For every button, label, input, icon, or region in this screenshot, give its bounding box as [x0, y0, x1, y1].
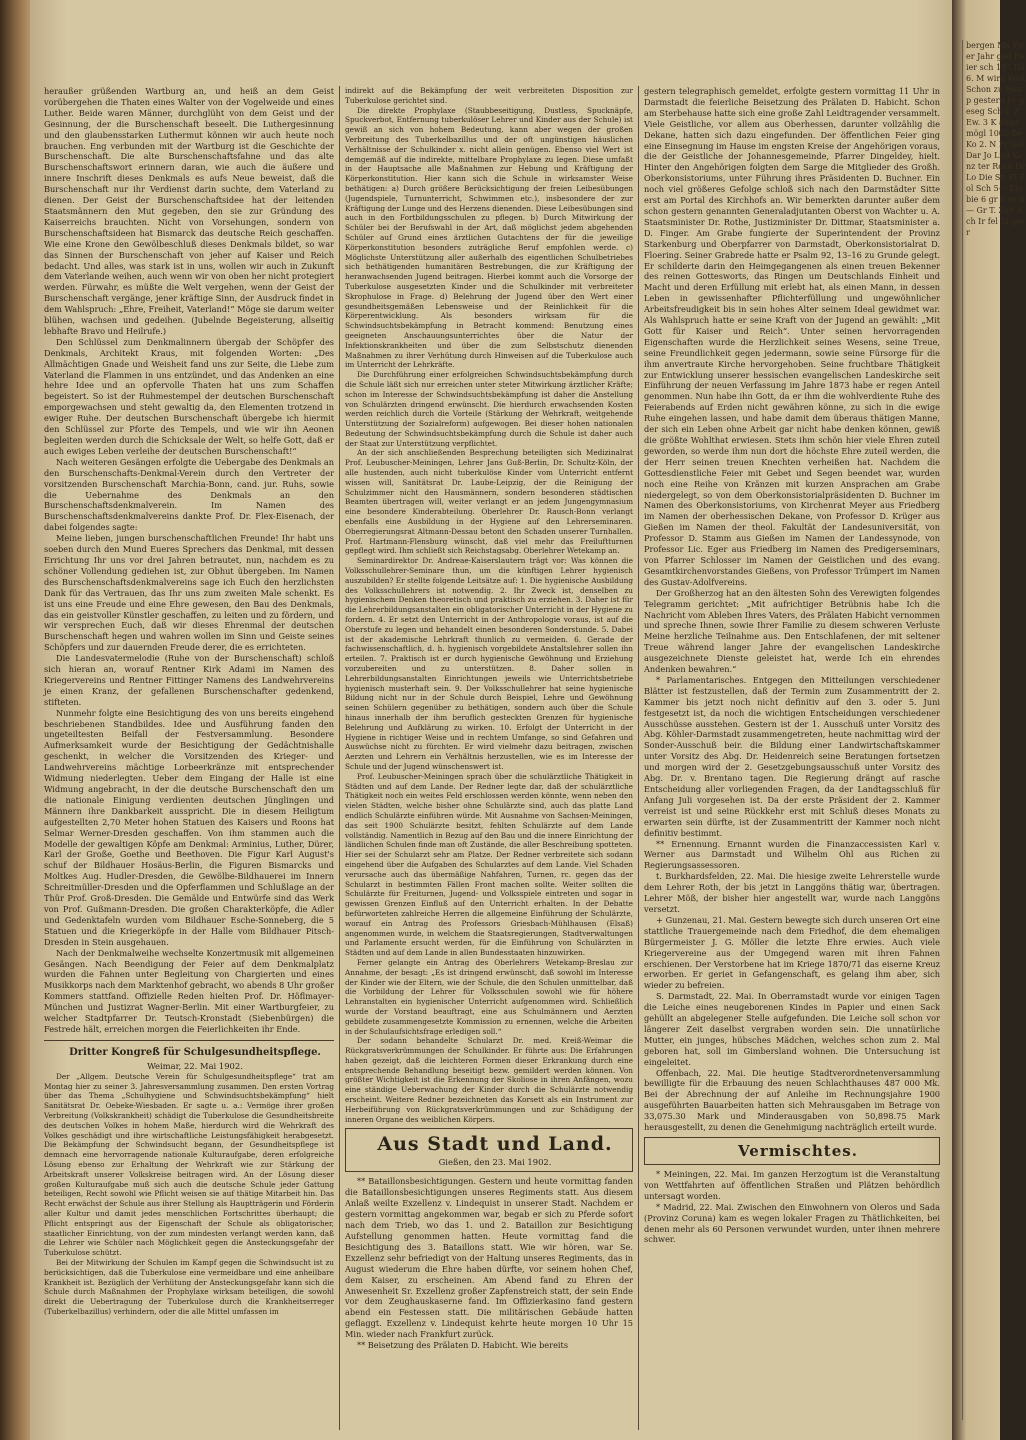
small-print-block [44, 1072, 334, 1317]
small-print-block [345, 86, 633, 1124]
column-3 [644, 86, 940, 1430]
paragraph: ** Ernennung. Ernannt wurden die Finanzaccessisten Karl v. Werner aus Darmstadt und Wilhelm Ohl aus Richen zu Regierungsassessoren. [644, 838, 940, 871]
paragraph: heraußer grüßenden Wartburg an, und heiß an dem Geist vorübergehen die Thaten eines Walter von der Vogelweide und eines Luther. Beide waren Männer, durchglüht von dem Geist und der Gesinnung, der die Burschenschaft beseelt. Die Luthergesinnung und den glaubensstarken Luthermut können wir auch heute noch brauchen. Eng verbunden mit der Wartburg ist die Geschichte der Burschenschaft. Die alte Burschenschaftsfahne und das alte Burschenschaftswort erinnern daran, wie auch die äußere und innere Inschrift dieses Denkmals es aufs Neue beweist, daß die Burschenschaft nur ihr Verdienst darin suchte, dem Vaterland zu dienen. Der Geist der Burschenschaftsidee hat der leitenden Staatsmännern den Mut gegeben, den sie zur Gründung des Kaiserreichs brauchten. Nicht von Vorsehungen, sondern von Burschenschaftsideen hat Bismarck das deutsche Reich geschaffen. Wie eine Krone den Gewölbeschluß dieses Denkmals bildet, so war das Sinnen der Burschenschaft von jeher auf Kaiser und Reich bedacht. Und alles, was stark ist in uns, wollen wir auch in Zukunft dem Vaterlande weihen, auch wenn wir von oben her nicht protegiert werden. Fürwahr, es müßte die Welt vergehen, wenn der Geist der Burschenschaft vergänge, jener kräftige Sinn, der Ausdruck findet in dem Wahlspruch: „Ehre, Freiheit, Vaterland!“ Möge sie darum weiter blühen, wachsen und gedeihen. (Jubelnde Begeisterung, allseitig lebhafte Bravo und Heilrufe.) [44, 86, 334, 336]
column-rule-1 [339, 86, 340, 1430]
column-rule-2 [638, 86, 639, 1430]
dateline: Gießen, den 23. Mai 1902. [438, 1157, 552, 1168]
paragraph: ** Bataillonsbesichtigungen. Gestern und heute vormittag fanden die Bataillonsbesichtigungen unseres Regiments statt. Aus diesem Anlaß weilte Exzellenz v. Lindequist in unserer Stadt. Nachdem er gestern vormittag angekommen war, begab er sich zu Pferde sofort nach dem Trieb, wo das 1. und 2. Bataillon zur Besichtigung Aufstellung genommen hatten. Heute vormittag fand die Besichtigung des 3. Bataillons statt. Wie wir hören, war Se. Exzellenz sehr befriedigt von der Haltung unseres Regiments, das in August wiederum die Ehre haben dürfte, vor seinem hohen Chef, dem Kaiser, zu erscheinen. Am Abend fand zu Ehren der Anwesenheit Sr. Exzellenz großer Zapfenstreich statt, der sein Ende vor dem Zeughauskaserne fand. Im Offizierkasino fand gestern abend ein Festessen statt. Die militärischen Gebäude hatten geflaggt. Exzellenz v. Lindequist kehrte heute morgen 10 Uhr 15 Min. wieder nach Frankfurt zurück. [345, 1176, 633, 1340]
dateline: Weimar, 22. Mai 1902. [147, 1060, 243, 1071]
section-frame [644, 1137, 940, 1165]
paragraph: t. Burkhardsfelden, 22. Mai. Die hiesige zweite Lehrerstelle wurde dem Lehrer Roth, der bis jetzt in Langgöns thätig war, übertragen. Lehrer Möß, der bisher hier angestellt war, wurde nach Langgöns versetzt. [644, 871, 940, 914]
paragraph: Der sodann behandelte Schularzt Dr. med. Kreiß-Weimar die Rückgratsverkrümmungen der Schulkinder. Er führte aus: Die Erfahrungen haben gezeigt, daß die leichteren Formen dieser Erkrankung durch eine entsprechende Behandlung beseitigt bezw. gemildert werden können. Von größter Wichtigkeit ist die Erkennung der Skoliose in ihren Anfängen, wozu eine ständige Ueberwachung der Kinder durch die Schulärzte notwendig erscheint. Weitere Redner bezeichneten das Korsett als ein Instrument zur Herbeiführung von Rückgratsverkrümmungen und zur Schädigung der inneren Organe des weiblichen Körpers. [345, 1036, 633, 1124]
paragraph: Der „Allgem. Deutsche Verein für Schulgesundheitspflege“ trat am Montag hier zu seiner 3. Jahresversammlung zusammen. Den ersten Vortrag über das Thema „Schulhygiene und Schwindsuchtsbekämpfung“ hielt Sanitätsrat Dr. Oebeke-Wiesbaden. Er sagte u. a.: Vermöge ihrer großen Verbreitung (Volkskrankheit) schädigt die Tuberkulose die Gesundheitsbreite des deutschen Volkes in hohem Maße, hierdurch wird die Wehrkraft des Volkes geschädigt und ihre wirtschaftliche Leistungsfähigkeit herabgesetzt. Die Bekämpfung der Schwindsucht begann, der Gesundheitspflege ist demnach eine hervorragende nationale Kulturaufgabe, deren erfolgreiche Lösung ebenso zur Erhaltung der Wehrkraft wie zur Stärkung der Arbeitskraft unserer Volkskreise beitragen wird. An der Lösung dieser großen Kulturaufgabe muß sich auch die deutsche Schule jeder Gattung beteiligen, Recht sowohl wie Pflicht weisen sie auf thätige Mitarbeit hin. Das Recht erwächst der Schule aus ihrer Stellung als Hauptträgerin und Förderin aller Kultur und damit jedes menschlichen Fortschrittes überhaupt; die Pflicht entspringt aus der Eigenschaft der Schule als obligatorischer, staatlicher Einrichtung, von der zum mindesten verlangt werden kann, daß die Lehrer wie Schüler nach Möglichkeit gegen die Ansteckungsgefahr der Tuberkulose schützt. [44, 1071, 334, 1258]
paragraph: Ferner gelangte ein Antrag des Oberlehrers Wetekamp-Breslau zur Annahme, der besagt: „Es ist dringend erwünscht, daß sowohl im Interesse der Kinder wie der Eltern, wie der Schule, die den Schulen unmittelbar, daß die Vorbildung der Lehrer für Volksschulen sowohl wie für höhere Lehranstalten ein hygienischer Unterricht aufgenommen wird. Schließlich wurde der Vorstand beauftragt, eine aus Schulmännern und Aerzten gebildete zusammengesetzte Kommission zu ernennen, welche die Arbeiten in der Schulaufsichtsfrage erledigen soll.“ [345, 957, 633, 1036]
paragraph: indirekt auf die Bekämpfung der weit verbreiteten Disposition zur Tuberkulose gerichtet sind. [345, 86, 633, 105]
section-title-vermischtes: Vermischtes. [738, 1142, 858, 1160]
paragraph: S. Darmstadt, 22. Mai. In Oberramstadt wurde vor einigen Tagen die Leiche eines neugeborenen Kindes in Papier und einen Sack gehüllt an abgelegener Stelle aufgefunden. Die Leiche soll schon vor längerer Zeit daselbst vergraben worden sein. Die unnatürliche Mutter, ein junges, hübsches Mädchen, welches schon zum 2. Mal geboren hat, soll im Gimbersland wohnen. Die Untersuchung ist eingeleitet. [644, 991, 940, 1067]
paragraph: Die direkte Prophylaxe (Staubbeseitigung, Dustless, Spucknäpfe, Spuckverbot, Entfernung tuberkulöser Lehrer und Kinder aus der Schule) ist gewiß an sich von hohem Bedeutung, kann aber wegen der großen Verbreitung des Tuberkelbazillus und der oft ungünstigen häuslichen Verhältnisse der Schulkinder x. nicht allein genügen. Ebenso viel Wert ist demgemäß auf die indirekte, mittelbare Prophylaxe zu legen. Diese umfaßt in der Hauptsache alle Maßnahmen zur Hebung und Kräftigung der Körperkonstitution. Hier kann sich die Schule in wirksamster Weise bethätigen: a) Durch größere Berücksichtigung der freien Leibesübungen (Jugendspiele, Turnunterricht, Schwimmen etc.), insbesondere der zur Kräftigung der Lunge und des Herzens dienenden. Diese Leibesübungen sind auch in den Fortbildungsschulen zu pflegen. b) Durch Mitwirkung der Schüler bei der Berufswahl in der Art, daß möglichst jedem abgehenden Schüler auf Grund eines ärztlichen Gutachtens der für die jeweilige Körperkonstitution besonders zuträgliche Beruf empfohlen werde. c) Möglichste Unterstützung aller außerhalb des eigentlichen Schulbetriebes sich bethätigenden humanitären Bestrebungen, die zur Kräftigung der heranwachsenden Jugend beitragen. Hierbei kommt auch die Vorsorge der Tuberkulose ausgesetzten Kinder und die Schulkinder mit verbreiteter Skrophulose in Frage. d) Belehrung der Jugend über den Wert einer gesundheitsgemäßen Lebensweise und der Reinlichkeit für die Körperentwicklung. Als besonders wirksam für die Schwindsuchtsbekämpfung in Betracht kommend: Benutzung eines geeigneten Anschauungsunterrichtes über die Natur der Infektionskrankheiten und über die zum Selbstschutz dienenden Maßnahmen zu ihrer Verhütung durch Hinweisen auf die Tuberkulose auch im Unterricht der Lehrkräfte. [345, 105, 633, 370]
paragraph: Nunmehr folgte eine Besichtigung des von uns bereits eingehend beschriebenen Standbildes. Idee und Ausführung fanden den ungeteiltesten Beifall der Festversammlung. Besondere Aufmerksamkeit wurde der Besichtigung der Gedächtnishalle geschenkt, in welcher die Vorsitzenden des Krieger- und Landwehrvereins mächtige Lorbeerkränze mit entsprechender Widmung niederlegten. Ueber dem Eingang der Halle ist eine Widmung angebracht, in der die deutsche Burschenschaft den um die nationale Einigung verdienten deutschen Jünglingen und Männern ihre Dankbarkeit ausspricht. Die in diesem Heiligtum aufgestellten 2,70 Meter hohen Statuen des Kaisers und Roons hat Selmar Werner-Dresden geschaffen. Von ihm stammen auch die Modelle der gewaltigen Köpfe am Denkmal: Arminius, Luther, Dürer, Karl der Große, Goethe und Beethoven. Die Figur Karl August's schuf der Bildhauer Hosäus-Berlin, die Figuren Bismarcks und Moltkes Aug. Hudler-Dresden, die Gewölbe-Bildhauerei im Innern Schreitmüller-Dresden und die Opferflammen und Schlußlage an der Thür Prof. Groß-Dresden. Die Gemälde und Entwürfe sind das Werk von Prof. Gußmann-Dresden. Die großen Charakterköpfe, die Adler und Gedenktafeln wurden vom Bildhauer Esche-Sonneberg, die 5 Statuen und die Kriegerköpfe in der Halle vom Bildhauer Pitsch-Dresden in Stein ausgehauen. [44, 707, 334, 947]
paragraph: Meine lieben, jungen burschenschaftlichen Freunde! Ihr habt uns soeben durch den Mund Eueres Sprechers das Denkmal, mit dessen Errichtung Ihr uns vor drei Jahren betrautet, nun, nachdem es zu schöner Vollendung gediehen ist, zur Obhut übergeben. Im Namen des Burschenschaftsdenkmalvereins sage ich Euch den herzlichsten Dank für das Vertrauen, das Ihr uns zum zweiten Male schenkt. Es ist uns eine Freude und eine Ehre gewesen, den Bau des Denkmals, das ein geistvoller Künstler geschaffen, zu leiten und zu fördern, und wir versprechen Euch, daß wir dieses Ehrenmal der deutschen Burschenschaft hegen und wahren wollen im Sinn und Geiste seines Schöpfers und zur dauernden Freude derer, die es errichteten. [44, 533, 334, 653]
section-frame [345, 1128, 633, 1172]
paragraph: Nach weiteren Gesängen erfolgte die Uebergabe des Denkmals an den Burschenschafts-Denkmal-Verein durch den Vertreter der vorsitzenden Burschenschaft Marchia-Bonn, cand. jur. Ruhs, sowie die Uebernahme des Denkmals an den Burschenschaftsdenkmalverein. Im Namen des Burschenschaftsdenkmalvereins dankte Prof. Dr. Flex-Eisenach, der dabei folgendes sagte: [44, 456, 334, 533]
book-gutter [0, 0, 30, 1440]
paragraph: + Gunzenau, 21. Mai. Gestern bewegte sich durch unseren Ort eine stattliche Trauergemeinde nach dem Friedhof, die dem ehemaligen Bürgermeister J. G. Möller die letzte Ehre erwies. Auch viele Kriegervereine aus der Umgegend waren mit ihren Fahnen erschienen. Der Verstorbene hat im Kriege 1870/71 das eiserne Kreuz erworben. Er geriet in Gefangenschaft, es gelang ihm aber, sich wieder zu befreien. [644, 914, 940, 991]
next-page-text-fragment: bergen Ma Feier Jahr glei Feier sch 187 Da 6. M wird Kost Schon zu Haup gestern Fr geseg Sch v. 2 Ew. 3 K ange mögl 1000 Be Ko 2. N Fr Gel Dar Jo Lud Konz ter Roch Dr Lo Die St. Fi Zol Sch 5— Ein bie 6 gr 6 se 4— Gr T. Zeit lich Ir fel Si gerr [962, 40, 1026, 1420]
section-title-kongress: Dritter Kongreß für Schulgesundheitspflege. [69, 1046, 321, 1058]
paragraph: Seminardirektor Dr. Andreae-Kaiserslautern trägt vor: Was können die Volksschullehrer-Seminare thun, um die künftigen Lehrer hygienisch auszubilden? Er stellte folgende Leitsätze auf: 1. Die hygienische Ausbildung des Volksschullehrers ist notwendig. 2. Ihr Zweck ist, denselben zu hygienischem Denken theoretisch und praktisch zu erziehen. 3. Daher ist für die Lehrerbildungsanstalten ein obligatorischer Unterricht in der Hygiene zu fordern. 4. Er setzt den Unterricht in der Anthropologie voraus, ist auf die Oberstufe zu legen und behandelt einen besonderen Sonderstunde. 5. Dabei ist der akademische Lehrkraft thunlich zu vermeiden. 6. Gerade der fachwissenschaftlich, d. h. hygienisch vorgebildete Anstaltslehrer sollen ihn erteilen. 7. Praktisch ist er durch hygienische Gewöhnung und Erziehung vorzubereiten und zu unterstützen. 8. Daher sollen in Lehrerbildungsanstalten Einrichtungen jeweils wie Unterrichtsbetriebe hygienisch musterhaft sein. 9. Der Volksschullehrer hat seine hygienische Bildung nicht nur in der Schule durch Beispiel, Lehre und Gewöhnung seinen Schülern gegenüber zu bethätigen, sondern auch über die Schule hinaus innerhalb der ihm beruflich gesteckten Grenzen für hygienische Belehrung und Aufklärung zu wirken. 10. Erfolgt der Unterricht in der Hygiene in richtiger Weise und in rechtem Umfange, so sind Gefahren und Auswüchse nicht zu fürchten. Er wird vielmehr dazu beitragen, zwischen Aerzten und Lehrern ein Verhältnis herzustellen, wie es im Interesse der Schule und der Jugend wünschenswert ist. [345, 556, 633, 771]
paragraph: * Meiningen, 22. Mai. Im ganzen Herzogtum ist die Veranstaltung von Wettfahrten auf öffentlichen Straßen und Plätzen behördlich untersagt worden. [644, 1169, 940, 1201]
paragraph: Nach der Denkmalweihe wechselte Konzertmusik mit allgemeinen Gesängen. Nach Beendigung der Feier auf dem Denkmalplatz wurden die Fahnen unter Begleitung von Chargierten und eines Musikkorps nach dem Marktenhof gebracht, wo abends 8 Uhr großer Kommers stattfand. Offizielle Reden hielten Prof. Dr. Höflmayer-München und Justizrat Wagner-Berlin. Mit einer Wartburgfeier, zu welcher Stadtpfarrer Dr. Teutsch-Kronstadt (Siebenbürgen) die Festrede hält, erreichen morgen die Feierlichkeiten ihr Ende. [44, 947, 334, 1034]
paragraph: * Madrid, 22. Mai. Zwischen den Einwohnern von Oleros und Sada (Provinz Coruna) kam es wegen lokaler Fragen zu Thätlichkeiten, bei denen mehr als 60 Personen verwundet wurden, unter ihnen mehrere schwer. [644, 1201, 940, 1245]
column-2 [345, 86, 633, 1430]
paragraph: Bei der Mitwirkung der Schulen im Kampf gegen die Schwindsucht ist zu berücksichtigen, daß die Tuberkulose eine vermeidbare und eine anheilbare Krankheit ist. Bezüglich der Verhütung der Ansteckungsgefahr kann sich die Schule durch Maßnahmen der Prophylaxe wirksam beteiligen, die sowohl direkt die Uebertragung der Tuberkulose durch die Krankheitserreger (Tuberkelbazillus) verhindern, oder die alle Mittel umfassen im [44, 1257, 334, 1316]
paragraph: An der sich anschließenden Besprechung beteiligten sich Medizinalrat Prof. Leubuscher-Meiningen, Lehrer Jans Guß-Berlin, Dr. Schultz-Köln, der alle hustenden, auch nicht tuberkulöse Kinder vom Unterricht entfernt wissen will, Sanitätsrat Dr. Laube-Leipzig, der die Reinigung der Schulzimmer nicht den Hausmännern, sondern besonderen städtischen Beamten übertragen will, weiter verlangt er an jedem Jungengymnasium eine besondere Kinderabteilung. Oberlehrer Dr. Rausch-Bonn verlangt ebenfalls eine Ausbildung in der Hygiene auf den Lehrerseminaren. Oberregierungsrat Altmann-Dessau betont den Schaden unserer Turnhallen. Prof. Hartmann-Flensburg wünscht, daß viel mehr das Freiluftturnen gepflegt wird. Ihm schließt sich Reichstagsabg. Oberlehrer Wetekamp an. [345, 448, 633, 556]
section-divider [44, 1040, 334, 1041]
section-title-stadt-und-land: Aus Stadt und Land. [377, 1133, 613, 1156]
paragraph: Die Landesvatermelodie (Ruhe von der Burschenschaft) schloß sich hieran an, worauf Rentner Kirk Adami im Namen des Kriegervereins und Rentner Fittinger Namens des Landwehrvereins je einen Kranz, der gefallenen Burschenschafter gedenkend, stifteten. [44, 653, 334, 707]
next-page-edge [952, 0, 1026, 1440]
paragraph: Der Großherzog hat an den ältesten Sohn des Verewigten folgendes Telegramm gerichtet: „Mit aufrichtiger Betrübnis habe Ich die Nachricht vom Ableben Ihres Vaters, des Prälaten Habicht vernommen und spreche Ihnen, sowie Ihrer Familie zu diesem schweren Verluste Meine herzliche Teilnahme aus. Den Entschlafenen, der mit seltener Treue während langer Jahre der evangelischen Landeskirche ausgezeichnete Dienste geleistet hat, werde Ich ein ehrendes Andenken bewahren.“ [644, 587, 940, 675]
paragraph: Offenbach, 22. Mai. Die heutige Stadtverordnetenversammlung bewilligte für die Erbauung des neuen Schlachthauses 487 000 Mk. Bei der Abrechnung der auf Anleihe im Rechnungsjahre 1900 ausgeführten Bauarbeiten hatten sich Mehrausgaben im Betrage von 33,075.30 Mark und Minderausgaben von 50,898.75 Mark herausgestellt, zu denen die Genehmigung nachträglich erteilt wurde. [644, 1067, 940, 1133]
paragraph: Den Schlüssel zum Denkmalinnern übergab der Schöpfer des Denkmals, Architekt Kraus, mit folgenden Worten: „Des Allmächtigen Gnade und Weisheit fand uns zur Seite, die Liebe zum Vaterland die Flammen in uns entzündet, und das Andenken an eine hehre Idee und an opfervolle Thaten hat uns zum Schaffen begeistert. So ist der Ruhmestempel der deutschen Burschenschaft emporgewachsen und steht gewaltig da, den Elementen trotzend in ewiger Ruhe. Der deutschen Burschenschaft übergebe ich hiermit den Schlüssel zur Pforte des Tempels, und wie wir ihn Aeonen begleiten werden durch die Schicksale der Welt, so helfe Gott, daß er auch ewiges Leben verleihe der deutschen Burschenschaft!“ [44, 336, 334, 456]
column-1 [44, 86, 334, 1430]
paragraph: * Parlamentarisches. Entgegen den Mitteilungen verschiedener Blätter ist festzustellen, daß der Termin zum Zusammentritt der 2. Kammer bis jetzt noch nicht definitiv auf den 3. oder 5. Juni festgesetzt ist, da noch die wichtigen Entscheidungen verschiedener Ausschüsse ausstehen. Gestern ist der 1. Ausschuß unter Vorsitz des Abg. Köhler-Darmstadt zusammengetreten, heute nachmittag wird der Sonder-Ausschuß beir. die Bildung einer Landwirtschaftskammer unter Vorsitz des Abg. Dr. Heidenreich seine Beratungen fortsetzen und morgen wird der 2. Gesetzgebungsausschuß unter Vorsitz des Abg. Dr. v. Brentano tagen. Die Regierung drängt auf rasche Entscheidung aller vorliegenden Fragen, da der Landtagsschluß für Anfang Juli vorgesehen ist. Da der erste Präsident der 2. Kammer verreist ist und seine Rückkehr erst mit Schluß dieses Monats zu erwarten sein dürfte, ist der Zusammentritt der Kammer noch nicht definitiv bestimmt. [644, 674, 940, 838]
paragraph: Die Durchführung einer erfolgreichen Schwindsuchtsbekämpfung durch die Schule läßt sich nur erreichen unter steter Mitwirkung ärztlicher Kräfte; schon im Interesse der Schwindsuchtsbekämpfung ist daher die Anstellung von Schulärzten dringend erwünscht. Die hierdurch erwachsenden Kosten werden reichlich durch die Vorteile (Stärkung der Wehrkraft, weitgehende Unterstützung der Sozialreform) aufgewogen. Bei dieser hohen nationalen Bedeutung der Schwindsuchtsbekämpfung durch die Schule ist daher auch der Staat zur Unterstützung verpflichtet. [345, 370, 633, 448]
paragraph: Prof. Leubuscher-Meiningen sprach über die schulärztliche Thätigkeit in Städten und auf dem Lande. Der Redner legte dar, daß der schulärztliche Thätigkeit noch ein weites Feld erschlossen werden könnte, wenn neben den vielen Städten, welche bisher ohne Schulärzte sind, auch das platte Land endlich Schulärzte einführen würde. Mit Ausnahme von Sachsen-Meiningen, das seit 1900 Schulärzte besitzt, fehlten Schulärzte auf dem Lande vollständig. Namentlich in Bezug auf den Bau und die innere Einrichtung der ländlichen Schulen finde man oft Zustände, die aller Beschreibung spotteten. Hier sei der Schularzt sehr am Platze. Der Redner verbreitete sich sodann eingehend über die Aufgaben des Schularztes auf dem Lande. Viel Schaden verursache auch das übermäßige Nahfahren, Turnen, rc. gegen das der Schularzt in bestimmten Fällen Front machen sollte. Weiter sollten die Schulärzte für Freiturnen, Jugend- und Volksspiele eintreten und sogar in gewissen Grenzen Einfluß auf den Unterricht erhalten. In der Debatte befürworteten zahlreiche Herren die allgemeine Einführung der Schulärzte, worauf ein Antrag des Professors Griesbach-Mühlhausen (Elsaß) angenommen wurde, in welchem die Staatsregierungen, Stadtverwaltungen und Parlamente ersucht werden, für die Einführung von Schulärzten in Städten und auf dem Lande in allen Bundesstaaten hinzuwirken. [345, 771, 633, 958]
paragraph: gestern telegraphisch gemeldet, erfolgte gestern vormittag 11 Uhr in Darmstadt die feierliche Beisetzung des Prälaten D. Habicht. Schon am Sterbehause hatte sich eine große Zahl Leidtragender versammelt. Viele Geistliche, vor allem aus Oberhessen, darunter vollzählig die Dekane, hatten sich dazu eingefunden. Der öffentlichen Feier ging eine Einsegnung im Hause im engsten Kreise der Angehörigen voraus, die der Geistliche der Johannesgemeinde, Pfarrer Dingeldey, hielt. Hinter den Angehörigen folgten dem Sarge die Mitglieder des Großh. Oberkonsistoriums, unter Führung ihres Präsidenten D. Buchner. Ein noch viel größeres Gefolge schloß sich nach den Darmstädter Sitte erst am Portal des Kirchhofs an. Wir bemerkten darunter außer dem schon gestern genannten Generaladjutanten Oberst von Wachter u. A. Staatsminister Dr. Rothe, Justizminister Dr. Dittmar, Staatsminister a. D. Finger. Am Grabe fungierte der Superintendent der Provinz Starkenburg und Oberpfarrer von Darmstadt, Oberkonsistorialrat D. Floering. Seiner Grabrede hatte er Psalm 92, 13–16 zu Grunde gelegt. Er schilderte darin den Heimgegangenen als einen treuen Bekenner des reinen Gottesworts, das Ringen um Deutschlands Einheit und Macht und deren Erfüllung mit erlebt hat, als einen Mann, in dessen Leben in gewissenhafter Pflichterfüllung und ungewöhnlicher Arbeitsfreudigkeit bis in sein hohes Alter seinem Ideal gewidmet war. Als Wahlspruch hatte er seine Kraft von der Jugend an gewählt: „Mit Gott für Kaiser und Reich“. Unter seinen hervorragenden Eigenschaften wurde die Herzlichkeit seines Wesens, seine Treue, seine Freundlichkeit gegen jedermann, sowie seine Fürsorge für die ihm anvertraute Kirche hervorgehoben. Seine fruchtbare Thätigkeit zur Entwicklung unserer hessischen evangelischen Landeskirche seit Einführung der neuen Verfassung im Jahre 1873 habe er regen Anteil genommen. Nun habe ihn Gott, da er ihm die wohlverdiente Ruhe des Feierabends auf Erden nicht gewähren könne, zu sich in die ewige Ruhe eingehen lassen, und habe damit dem überaus thätigen Manne, der sich ein Leben ohne Arbeit gar nicht habe denken können, gewiß die größte Wohlthat erwiesen. Stets ihm schön hier viele Ehren zuteil geworden, so werde ihm nun dort die höchste Ehre zuteil werden, die der Herr seinen treuen Knechten verheißen hat. Nachdem die Gottesdienstliche Feier mit Gebet und Segen beendet war, wurden noch eine Reihe von Kränzen mit kurzen Ansprachen am Grabe niedergelegt, so von dem Oberkonsistorialpräsidenten D. Buchner im Namen des Oberkonsistoriums, von Kirchenrat Meyer aus Friedberg im Namen der oberhessischen Dekane, von Professor D. Krüger aus Gießen im Namen der theol. Fakultät der Landesuniversität, von Professor D. Stamm aus Gießen im Namen der Landessynode, von Professor Lic. Eger aus Friedberg im Namen des Predigerseminars, von Pfarrer Schlosser im Namen der Geistlichen und des evang. Gesamtkirchenvorstandes Gießens, von Professor Trümpert im Namen des Gustav-Adolfvereins. [644, 86, 940, 587]
paragraph: ** Beisetzung des Prälaten D. Habicht. Wie bereits [357, 1340, 569, 1351]
